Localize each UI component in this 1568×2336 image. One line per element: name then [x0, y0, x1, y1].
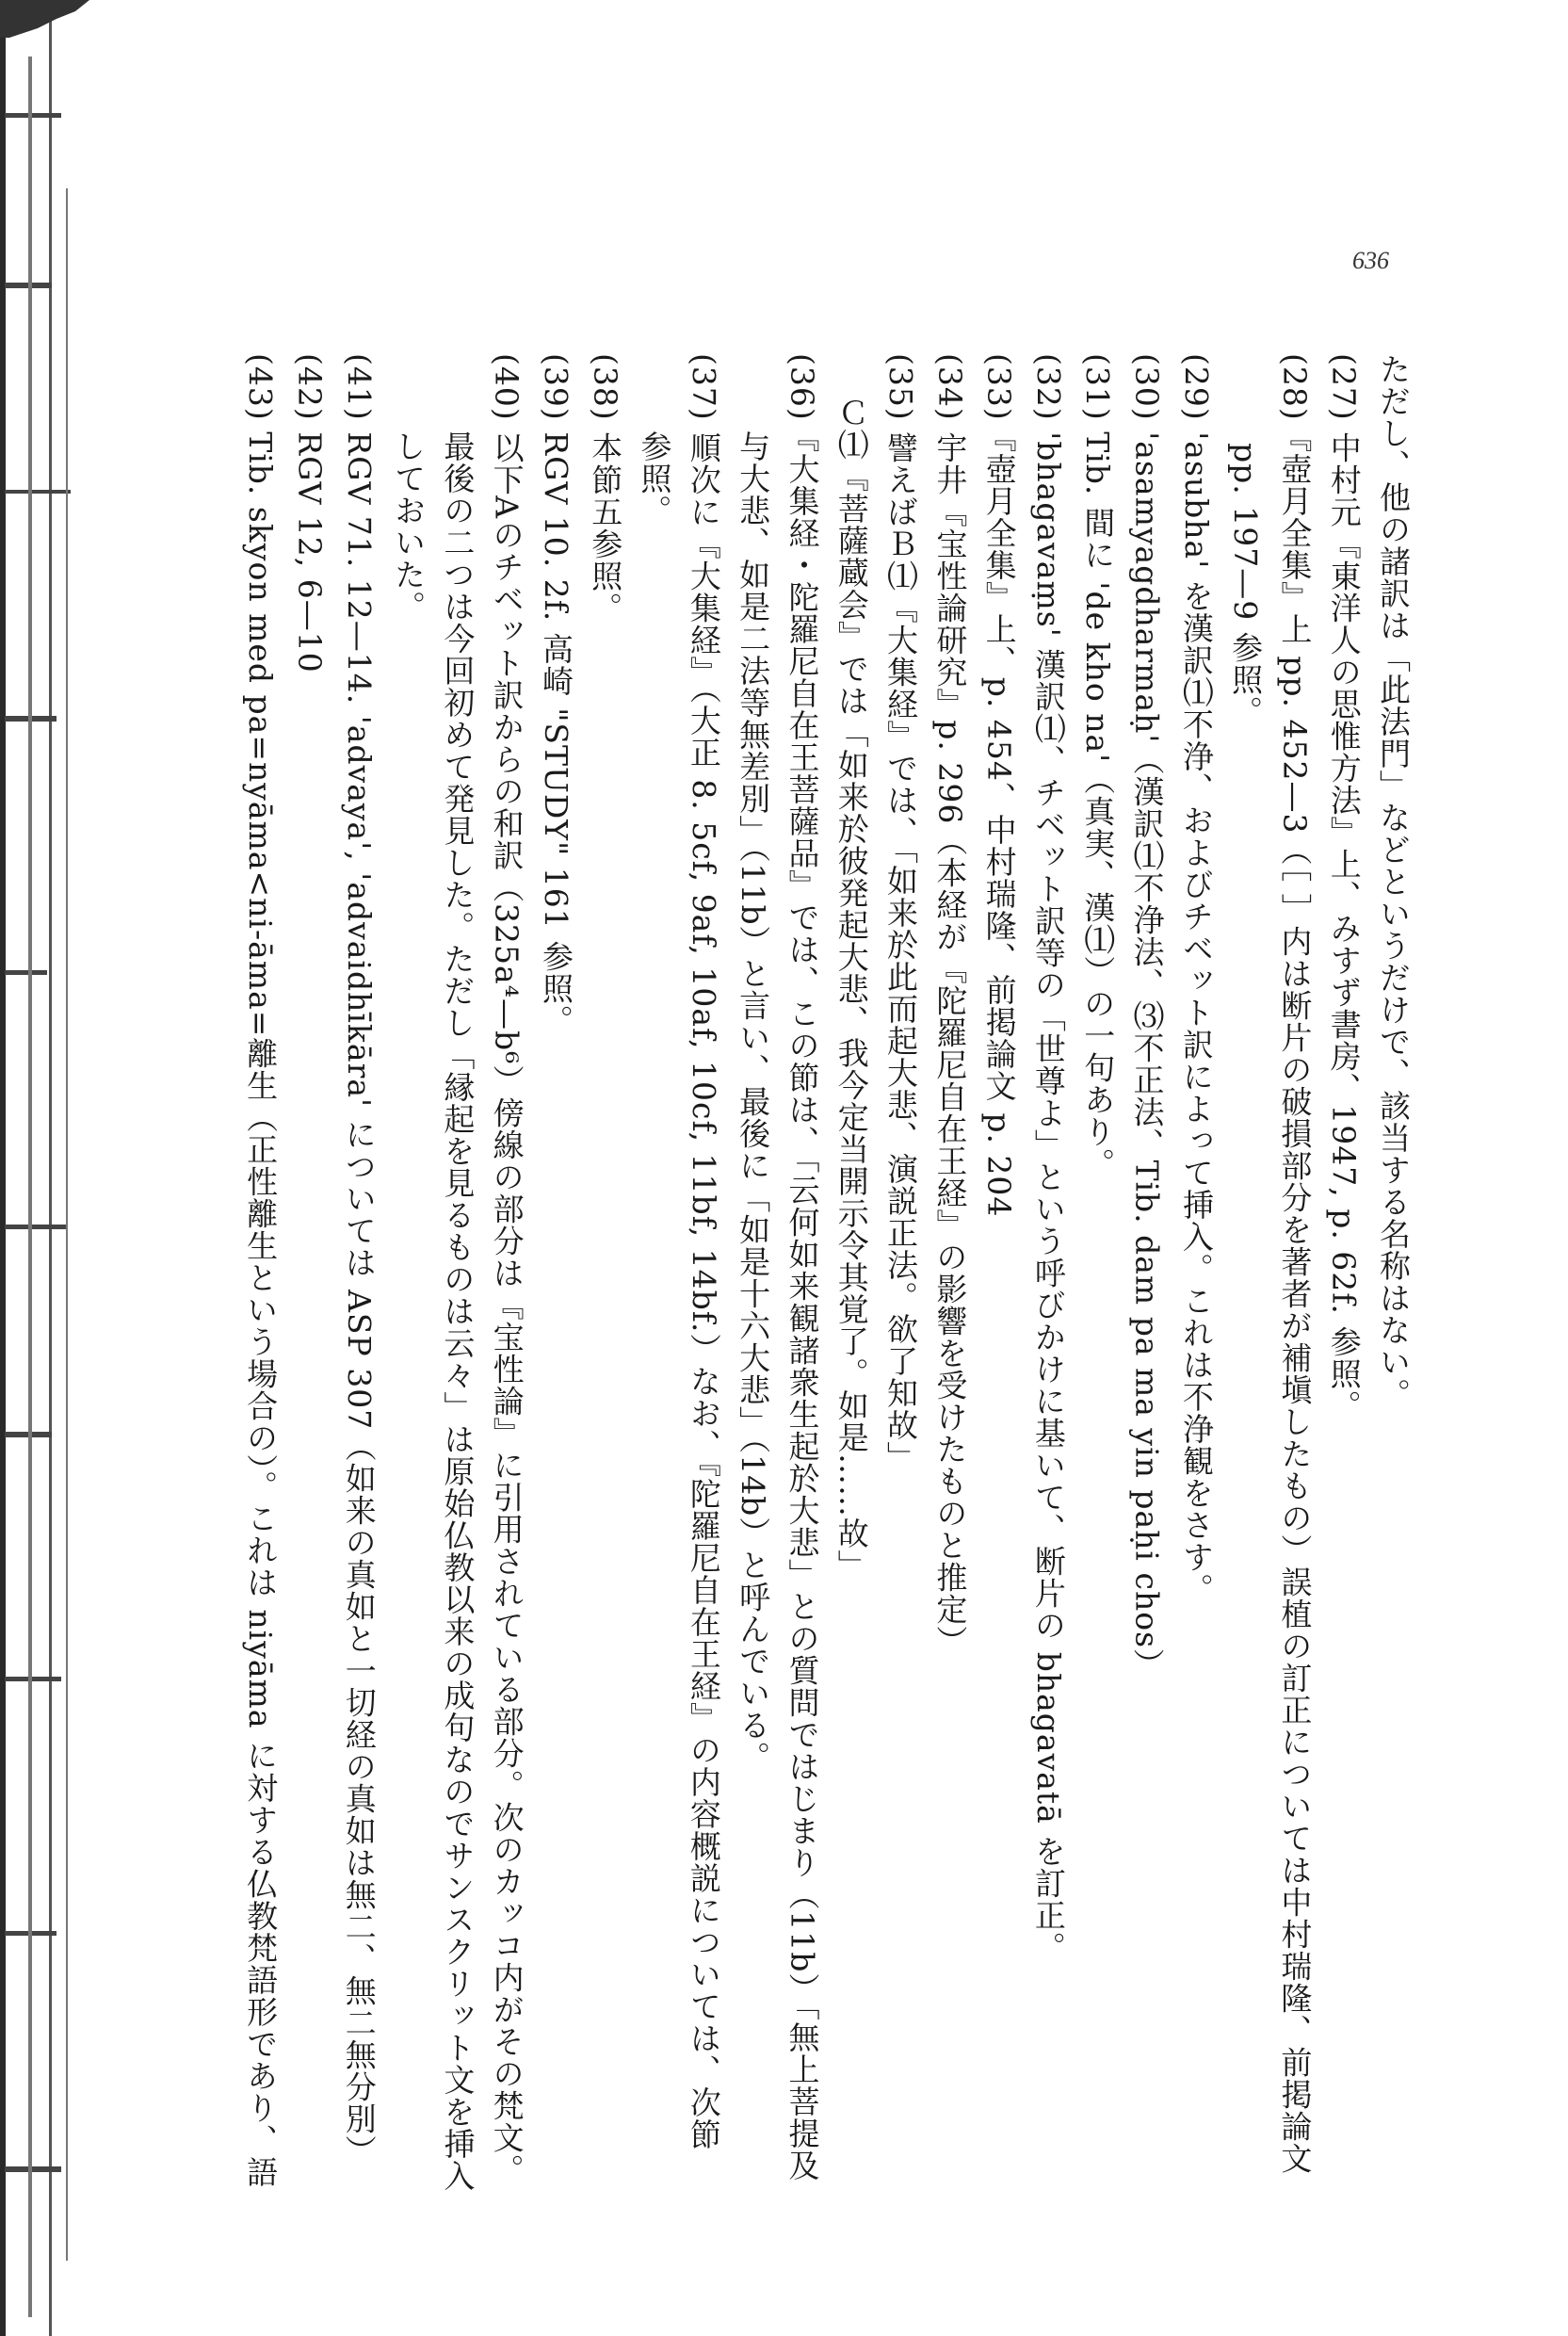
note-line: (30) 'asamyagdharmaḥ'（漢訳⑴不浄法、⑶不正法、Tib. dam pa ma yin paḥi chos） [1128, 353, 1166, 1681]
note-line: しておいた。 [390, 430, 428, 623]
note-line: (42) RGV 12, 6—10 [291, 353, 329, 673]
note-line: Ｃ⑴『菩薩蔵会』では「如来於彼発起大悲、我今定当開示令其覚了。如是……故」 [832, 397, 870, 1582]
binding-edge [0, 0, 104, 2336]
note-line: pp. 197—9 参照。 [1227, 443, 1265, 728]
note-line: (28)『壺月全集』上 pp. 452—3（［ ］内は断片の破損部分を著者が補塡したもの）誤植の訂正については中村瑞隆、前掲論文 [1276, 353, 1314, 2175]
note-line: (27) 中村元『東洋人の思惟方法』上、みすず書房、1947, p. 62f. 参照。 [1325, 353, 1363, 1422]
note-line: (37) 順次に『大集経』（大正 8. 5cf, 9af, 10af, 10cf, 11bf, 14bf.）なお、『陀羅尼自在王経』の内容概説については、次節 [685, 353, 722, 2150]
note-line: (29) 'asubha' を漢訳⑴不浄、およびチベット訳によって挿入。これは不浄観をさす。 [1177, 353, 1215, 1605]
note-line: (39) RGV 10. 2f. 高崎 "STUDY" 161 参照。 [537, 353, 574, 1037]
note-line: (40) 以下Aのチベット訳からの和訳（325a⁴—b⁶）傍線の部分は『宝性論』に引用されている部分。次のカッコ内がその梵文。 [488, 353, 525, 2186]
note-line: (32) 'bhagavaṃs' 漢訳⑴、チベット訳等の「世尊よ」という呼びかけに基いて、断片の bhagavatā を訂正。 [1029, 353, 1067, 1964]
page-number: 636 [1352, 247, 1389, 274]
note-line: (38) 本節五参照。 [587, 353, 624, 625]
note-line: (34) 宇井『宝性論研究』p. 296（本経が『陀羅尼自在王経』の影響を受けたものと推定） [931, 353, 969, 1658]
note-line: ただし、他の諸訳は「此法門」などというだけで、該当する名称はない。 [1375, 353, 1412, 1410]
note-line: (35) 譬えばＢ⑴『大集経』では、「如来於此而起大悲、演説正法。欲了知故」 [882, 353, 920, 1473]
note-line: (31) Tib. 間に 'de kho na'（真実、漢⑴）の一句あり。 [1079, 353, 1117, 1180]
note-line: (43) Tib. skyon med pa=nyāma<ni-āma=離生（正性離生という場合の）。これは niyāma に対する仏教梵語形であり、語 [242, 353, 280, 2188]
footnotes-block [235, 353, 1417, 2228]
note-line: (33)『壺月全集』上、p. 454、中村瑞隆、前掲論文 p. 204 [980, 353, 1018, 1218]
note-line: (41) RGV 71. 12—14. 'advaya', 'advaidhīkāra' については ASP 307（如来の真如と一切経の真如は無二、無二無分別） [340, 353, 378, 2167]
note-line: (36)『大集経・陀羅尼自在王菩薩品』では、この節は、「云何如来観諸衆生起於大悲」との質問ではじまり（11b）「無上菩提及 [784, 353, 821, 2182]
note-line: 与大悲、如是二法等無差別」（11b）と言い、最後に「如是十六大悲」（14b）と呼んでいる。 [735, 430, 772, 1774]
note-line: 参照。 [636, 430, 673, 527]
note-line: 最後の二つは今回初めて発見した。ただし「縁起を見るものは云々」は原始仏教以来の成句なのでサンスクリット文を挿入 [439, 430, 477, 2192]
